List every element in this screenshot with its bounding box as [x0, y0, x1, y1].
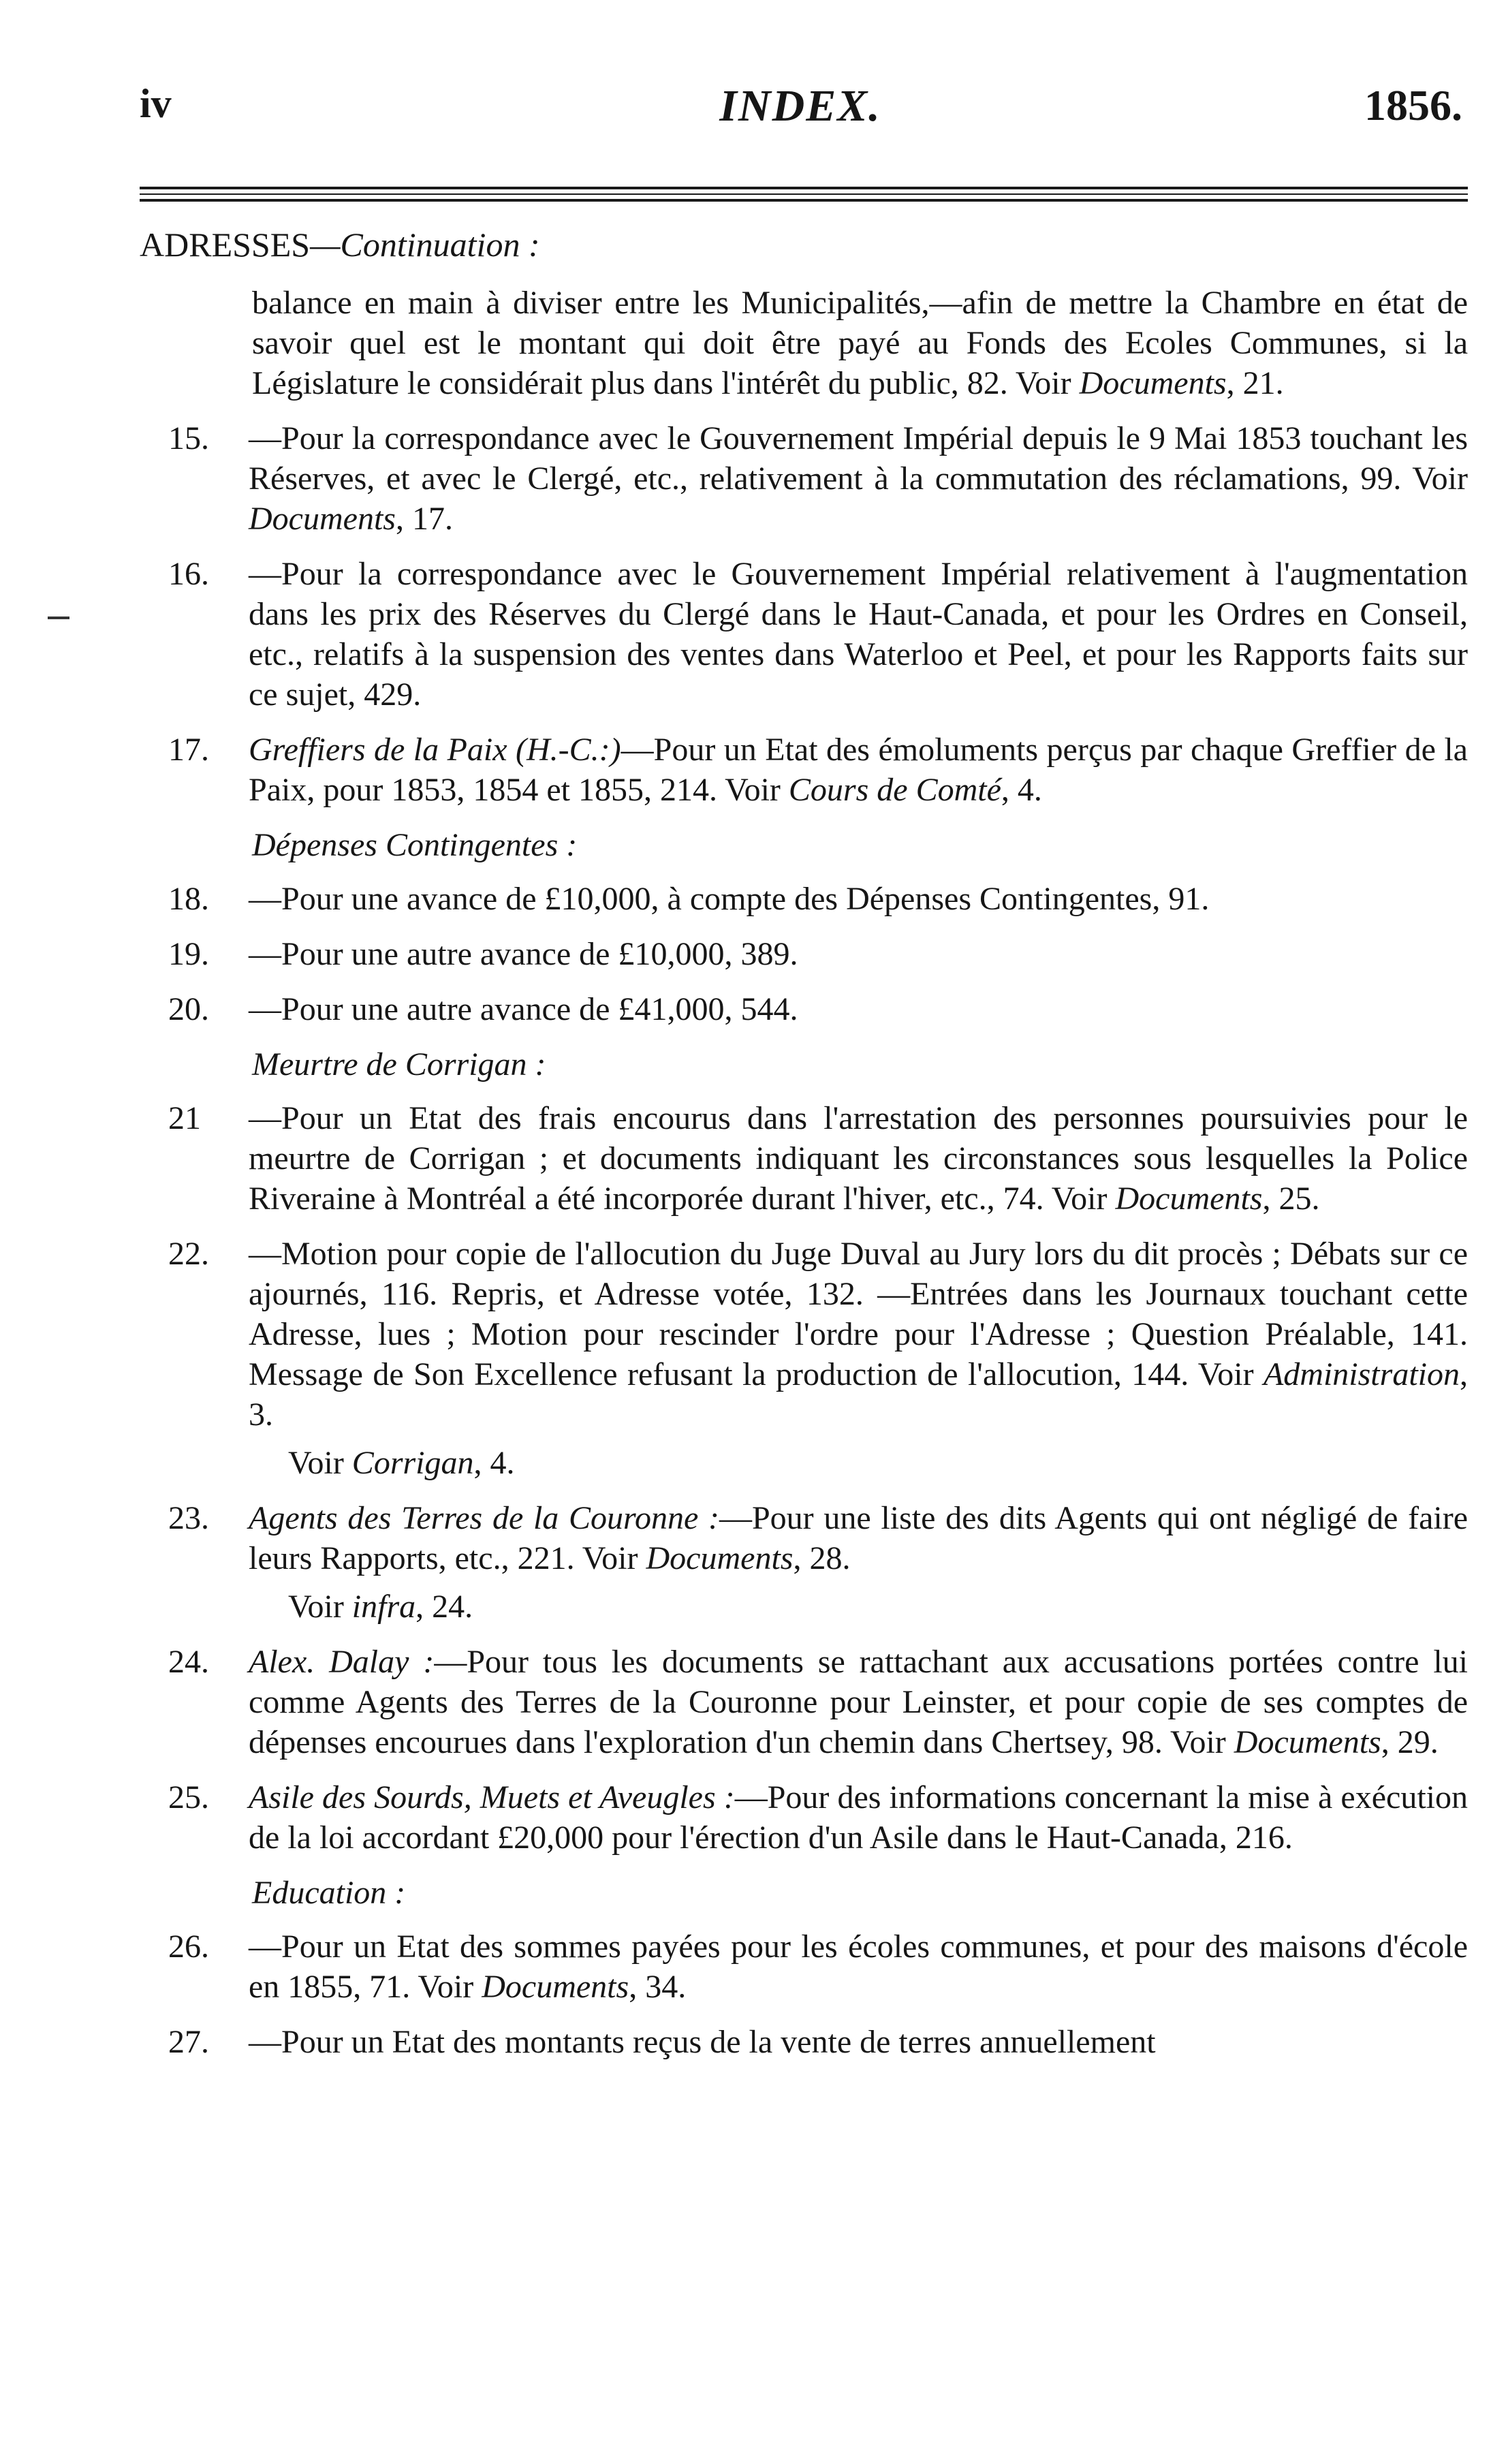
entry-ref: Documents	[482, 1969, 629, 2005]
subheading-meurtre: Meurtre de Corrigan :	[252, 1046, 546, 1082]
see-also-ref: Corrigan	[351, 1445, 474, 1481]
intro-text: balance en main à diviser entre les Municipalités,—afin de mettre la Chambre en état de savoir quel est le montant qui doit être payé au Fonds des Ecoles Communes, si la Législature le considérait plus dans l'intérêt du public, 82. Voir	[252, 285, 1468, 401]
entry-topic: Agents des Terres de la Couronne :	[249, 1500, 719, 1536]
see-also-infra	[140, 1587, 1468, 1627]
entry-text: —Pour une avance de £10,000, à compte des Dépenses Contingentes, 91.	[249, 881, 1210, 917]
section-heading	[140, 225, 1468, 265]
index-entry-26	[140, 1927, 1468, 2007]
header-rule-bottom	[140, 199, 1468, 202]
entry-ref: Cours de Comté	[788, 772, 1001, 808]
page-title: INDEX.	[719, 81, 881, 131]
entry-number: 16.	[168, 556, 209, 592]
entry-ref: Documents	[1115, 1181, 1263, 1217]
margin-mark	[48, 617, 69, 619]
section-continuation: —Continuation :	[310, 225, 540, 264]
subheading-education: Education :	[252, 1875, 406, 1911]
entry-topic: Asile des Sourds, Muets et Aveugles :	[249, 1779, 735, 1815]
entry-text: —Pour un Etat des frais encourus dans l'arrestation des personnes poursuivies pour le meurtre de Corrigan ; et documents indiquant les circonstances sous lesquelles la Police Riveraine à Montréal a été incorporée durant l'hiver, etc., 74. Voir	[249, 1100, 1468, 1217]
intro-paragraph	[140, 283, 1468, 403]
entry-text: —Pour une autre avance de £41,000, 544.	[249, 991, 798, 1027]
index-entry-21	[140, 1098, 1468, 1219]
header-rule-middle	[140, 193, 1468, 195]
entry-number: 18.	[168, 881, 209, 917]
entry-number: 22.	[168, 1236, 209, 1272]
index-entry-16	[140, 554, 1468, 715]
running-header	[133, 80, 1468, 142]
page-number: iv	[140, 81, 172, 126]
entry-number: 17.	[168, 732, 209, 768]
entry-ref-tail: , 34.	[629, 1969, 687, 2005]
entry-ref-tail: , 28.	[793, 1540, 851, 1576]
index-entry-17	[140, 730, 1468, 810]
header-rule-top	[140, 187, 1468, 189]
index-entry-15	[140, 418, 1468, 539]
header-year: 1856.	[1364, 81, 1462, 129]
entry-number: 15.	[168, 420, 209, 456]
entry-ref-tail: , 29.	[1381, 1724, 1439, 1760]
entry-topic: Greffiers de la Paix (H.-C.:)	[249, 732, 621, 768]
see-also-ref: infra	[351, 1589, 416, 1625]
entry-number: 27.	[168, 2024, 209, 2060]
entry-text: —Pour la correspondance avec le Gouvernement Impérial depuis le 9 Mai 1853 touchant les Réserves, et avec le Clergé, etc., relativement à la commutation des réclamations, 99. Voir	[249, 420, 1468, 497]
entry-ref-tail: , 3.	[249, 1356, 1468, 1433]
entry-ref-tail: , 4.	[1001, 772, 1042, 808]
see-also-corrigan	[140, 1443, 1468, 1483]
index-entry-23	[140, 1498, 1468, 1578]
section-title: ADRESSES	[140, 225, 311, 264]
index-entry-19	[140, 934, 1468, 974]
index-entry-27	[140, 2022, 1468, 2062]
entry-number: 19.	[168, 936, 209, 972]
entry-ref-tail: , 17.	[395, 501, 453, 537]
entry-number: 21	[168, 1100, 201, 1136]
see-also-prefix: Voir	[288, 1445, 352, 1481]
intro-ref: Documents	[1079, 365, 1227, 401]
entry-text: —Pour une liste des dits Agents qui ont négligé de faire leurs Rapports, etc., 221. Voir	[249, 1500, 1469, 1576]
see-also-tail: , 4.	[473, 1445, 515, 1481]
entry-text: —Pour la correspondance avec le Gouvernement Impérial relativement à l'augmentation dans les prix des Réserves du Clergé dans le Haut-Canada, et pour les Ordres en Conseil, etc., relatifs à la suspension des ventes dans Waterloo et Peel, et pour les Rapports faits sur ce sujet, 429.	[249, 556, 1468, 713]
entry-ref: Documents	[646, 1540, 794, 1576]
see-also-prefix: Voir	[288, 1589, 352, 1625]
entry-number: 20.	[168, 991, 209, 1027]
entry-number: 23.	[168, 1500, 209, 1536]
entry-ref-tail: , 25.	[1262, 1181, 1320, 1217]
index-entry-20	[140, 989, 1468, 1029]
entry-topic: Alex. Dalay :	[249, 1644, 435, 1680]
entry-number: 26.	[168, 1929, 209, 1965]
entry-text: —Pour une autre avance de £10,000, 389.	[249, 936, 798, 972]
entry-text: —Pour un Etat des sommes payées pour les écoles communes, et pour des maisons d'école en 1855, 71. Voir	[249, 1929, 1468, 2005]
index-entry-25	[140, 1777, 1468, 1858]
entry-ref: Administration	[1263, 1356, 1460, 1392]
intro-ref-tail: , 21.	[1226, 365, 1284, 401]
index-body	[140, 225, 1468, 2077]
entry-text: —Pour un Etat des montants reçus de la vente de terres annuellement	[249, 2024, 1156, 2060]
entry-number: 25.	[168, 1779, 209, 1815]
index-entry-24	[140, 1642, 1468, 1762]
see-also-tail: , 24.	[415, 1589, 473, 1625]
index-entry-22	[140, 1234, 1468, 1435]
entry-ref: Documents	[249, 501, 396, 537]
entry-text: —Pour un Etat des émoluments perçus par chaque Greffier de la Paix, pour 1853, 1854 et 1855, 214. Voir	[249, 732, 1468, 808]
entry-number: 24.	[168, 1644, 209, 1680]
entry-text: —Pour tous les documents se rattachant aux accusations portées contre lui comme Agents des Terres de la Couronne pour Leinster, et pour copie de ses comptes de dépenses encourues dans l'exploration d'un chemin dans Chertsey, 98. Voir	[249, 1644, 1468, 1760]
entry-text: —Motion pour copie de l'allocution du Juge Duval au Jury lors du dit procès ; Débats sur ce ajournés, 116. Repris, et Adresse votée, 132. —Entrées dans les Journaux touchant cette Adresse, lues ; Motion pour rescinder l'ordre pour l'Adresse ; Question Préalable, 141. Message de Son Excellence refusant la production de l'allocution, 144. Voir	[249, 1236, 1468, 1392]
entry-ref: Documents	[1234, 1724, 1381, 1760]
entry-text: —Pour des informations concernant la mise à exécution de la loi accordant £20,000 pour l'érection d'un Asile dans le Haut-Canada, 216.	[249, 1779, 1469, 1856]
index-entry-18	[140, 879, 1468, 919]
subheading-depenses: Dépenses Contingentes :	[252, 827, 578, 863]
